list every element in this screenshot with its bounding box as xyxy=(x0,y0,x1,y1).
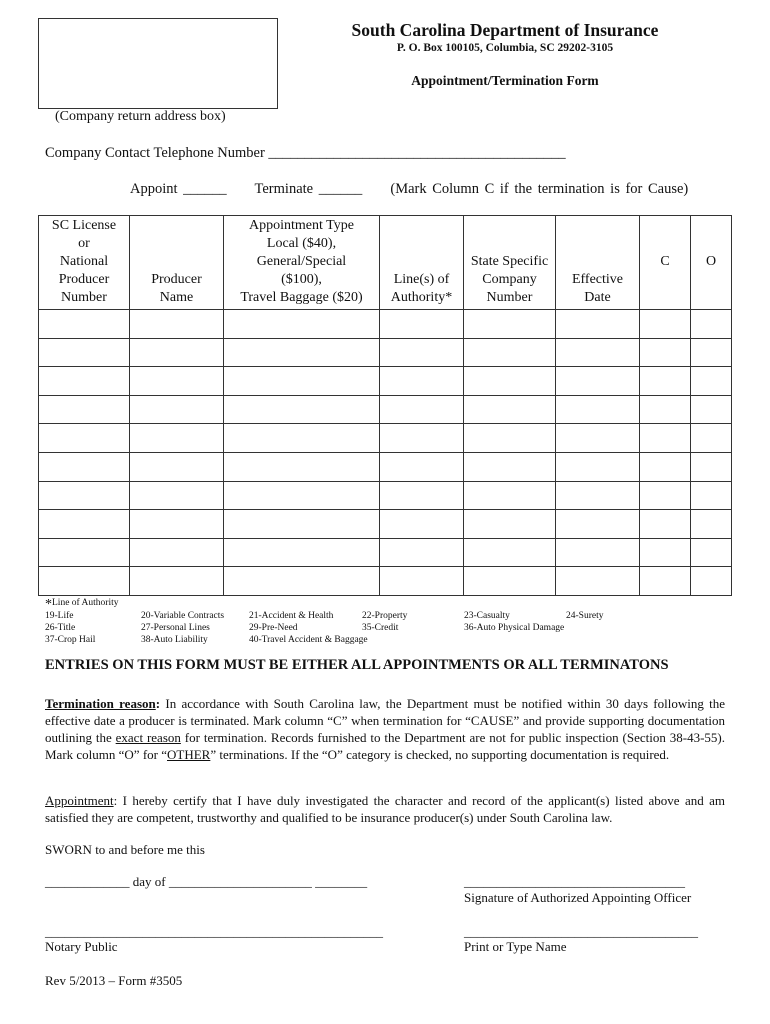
table-cell-cause[interactable] xyxy=(640,452,691,481)
action-line xyxy=(130,181,688,198)
legend-entry: 36-Auto Physical Damage xyxy=(464,623,565,633)
table-row xyxy=(39,452,732,481)
termination-label: Termination reason xyxy=(45,696,156,711)
department-address: P. O. Box 100105, Columbia, SC 29202-3105 xyxy=(396,42,614,54)
table-cell-company-number[interactable] xyxy=(464,424,556,453)
legend-entry: 20-Variable Contracts xyxy=(141,611,225,621)
table-cell-effective-date[interactable] xyxy=(556,567,640,596)
appointment-paragraph: Appointment: I hereby certify that I have duly investigated the character and record of the applicant(s) listed above and am satisfied they are competent, trustworthy and qualified to be insurance producer(s) under South Carolina law. xyxy=(45,793,725,825)
table-cell-other[interactable] xyxy=(691,538,732,567)
table-cell-other[interactable] xyxy=(691,481,732,510)
notary-field[interactable]: ____________________________________________________ xyxy=(45,924,383,939)
table-cell-lines-of-authority[interactable] xyxy=(380,567,464,596)
signature-label: Signature of Authorized Appointing Officer xyxy=(464,890,692,905)
column-header-effective-date: Effective Date xyxy=(556,216,640,310)
other-text: OTHER xyxy=(167,747,211,762)
revision-label: Rev 5/2013 – Form #3505 xyxy=(45,973,183,988)
table-row xyxy=(39,310,732,339)
table-cell-appointment-type[interactable] xyxy=(224,510,380,539)
table-cell-company-number[interactable] xyxy=(464,538,556,567)
signature-field[interactable]: __________________________________ xyxy=(464,874,685,889)
producer-table xyxy=(38,215,732,596)
terminate-field[interactable]: Terminate ______ xyxy=(254,181,363,197)
termination-paragraph: Termination reason: In accordance with South Carolina law, the Department must be notified within 30 days following the effective date a producer is terminated. Mark column “C” when termination for “CAUSE” and provide supporting documentation outlining the exact reason for termination. Records furnished to the Department are not for public inspection (Section 38-43-55). Mark column “O” for “OTHER” terminations. If the “O” category is checked, no supporting documentation is required. xyxy=(45,696,725,762)
table-cell-lines-of-authority[interactable] xyxy=(380,338,464,367)
table-row xyxy=(39,367,732,396)
table-cell-other[interactable] xyxy=(691,367,732,396)
table-cell-company-number[interactable] xyxy=(464,481,556,510)
print-name-label: Print or Type Name xyxy=(464,939,567,954)
table-cell-effective-date[interactable] xyxy=(556,310,640,339)
table-cell-company-number[interactable] xyxy=(464,338,556,367)
table-cell-appointment-type[interactable] xyxy=(224,452,380,481)
table-cell-effective-date[interactable] xyxy=(556,538,640,567)
legend-entry: 38-Auto Liability xyxy=(141,635,208,645)
table-cell-producer-name[interactable] xyxy=(130,395,224,424)
appointment-label: Appointment xyxy=(45,793,114,808)
return-address-caption: (Company return address box) xyxy=(55,109,226,124)
sworn-text: SWORN to and before me this xyxy=(45,842,205,857)
table-cell-company-number[interactable] xyxy=(464,310,556,339)
table-cell-lines-of-authority[interactable] xyxy=(380,452,464,481)
notary-label: Notary Public xyxy=(45,939,118,954)
table-cell-cause[interactable] xyxy=(640,338,691,367)
table-cell-producer-name[interactable] xyxy=(130,481,224,510)
table-cell-lines-of-authority[interactable] xyxy=(380,538,464,567)
legend-entry: 37-Crop Hail xyxy=(45,635,96,645)
table-body xyxy=(39,310,732,596)
table-cell-lines-of-authority[interactable] xyxy=(380,481,464,510)
legend-entry: 22-Property xyxy=(362,611,408,621)
table-cell-lines-of-authority[interactable] xyxy=(380,395,464,424)
table-cell-license-number[interactable] xyxy=(39,510,130,539)
table-cell-cause[interactable] xyxy=(640,367,691,396)
table-cell-producer-name[interactable] xyxy=(130,367,224,396)
table-cell-lines-of-authority[interactable] xyxy=(380,367,464,396)
table-cell-effective-date[interactable] xyxy=(556,338,640,367)
table-row xyxy=(39,538,732,567)
table-cell-other[interactable] xyxy=(691,510,732,539)
table-cell-producer-name[interactable] xyxy=(130,567,224,596)
legend-entry: 19-Life xyxy=(45,611,74,621)
company-return-address-box[interactable] xyxy=(38,18,278,109)
table-cell-appointment-type[interactable] xyxy=(224,424,380,453)
column-header-license-number: SC License or National Producer Number xyxy=(39,216,130,310)
cause-note: (Mark Column C if the termination is for Cause) xyxy=(390,181,689,197)
table-cell-cause[interactable] xyxy=(640,395,691,424)
table-cell-appointment-type[interactable] xyxy=(224,481,380,510)
entries-notice: ENTRIES ON THIS FORM MUST BE EITHER ALL APPOINTMENTS OR ALL TERMINATONS xyxy=(45,657,669,673)
form-title: Appointment/Termination Form xyxy=(411,73,599,88)
legend-title: *Line of Authority xyxy=(45,597,119,612)
table-row xyxy=(39,510,732,539)
legend-entry: 23-Casualty xyxy=(464,611,510,621)
legend-asterisk: * xyxy=(45,597,52,612)
table-header-row xyxy=(39,216,732,310)
table-cell-license-number[interactable] xyxy=(39,395,130,424)
table-cell-license-number[interactable] xyxy=(39,452,130,481)
column-header-cause: C xyxy=(640,216,691,310)
table-cell-other[interactable] xyxy=(691,310,732,339)
legend-entry: 24-Surety xyxy=(566,611,604,621)
table-cell-cause[interactable] xyxy=(640,567,691,596)
department-title: South Carolina Department of Insurance xyxy=(351,20,659,40)
table-cell-other[interactable] xyxy=(691,452,732,481)
column-header-lines-of-authority: Line(s) of Authority* xyxy=(380,216,464,310)
table-cell-appointment-type[interactable] xyxy=(224,310,380,339)
table-cell-license-number[interactable] xyxy=(39,367,130,396)
table-cell-appointment-type[interactable] xyxy=(224,395,380,424)
legend-entry: 21-Accident & Health xyxy=(249,611,334,621)
table-cell-company-number[interactable] xyxy=(464,367,556,396)
table-cell-license-number[interactable] xyxy=(39,538,130,567)
table-cell-appointment-type[interactable] xyxy=(224,538,380,567)
legend-entry: 27-Personal Lines xyxy=(141,623,210,633)
table-cell-other[interactable] xyxy=(691,395,732,424)
table-cell-producer-name[interactable] xyxy=(130,510,224,539)
legend-entry: 40-Travel Accident & Baggage xyxy=(249,635,368,645)
table-cell-company-number[interactable] xyxy=(464,510,556,539)
table-row xyxy=(39,338,732,367)
table-row xyxy=(39,395,732,424)
table-cell-company-number[interactable] xyxy=(464,395,556,424)
table-cell-cause[interactable] xyxy=(640,510,691,539)
table-cell-appointment-type[interactable] xyxy=(224,567,380,596)
table-row xyxy=(39,424,732,453)
legend-entry: 26-Title xyxy=(45,623,76,633)
table-cell-effective-date[interactable] xyxy=(556,481,640,510)
table-cell-license-number[interactable] xyxy=(39,310,130,339)
table-row xyxy=(39,567,732,596)
table-cell-license-number[interactable] xyxy=(39,338,130,367)
exact-reason-text: exact reason xyxy=(115,730,181,745)
table-cell-cause[interactable] xyxy=(640,481,691,510)
appoint-field[interactable]: Appoint ______ xyxy=(130,181,227,197)
column-header-producer-name: Producer Name xyxy=(130,216,224,310)
table-cell-effective-date[interactable] xyxy=(556,510,640,539)
table-cell-company-number[interactable] xyxy=(464,452,556,481)
table-cell-other[interactable] xyxy=(691,424,732,453)
table-cell-company-number[interactable] xyxy=(464,567,556,596)
column-header-company-number: State Specific Company Number xyxy=(464,216,556,310)
legend-entry: 29-Pre-Need xyxy=(249,623,298,633)
table-row xyxy=(39,481,732,510)
table-cell-producer-name[interactable] xyxy=(130,424,224,453)
table-cell-license-number[interactable] xyxy=(39,481,130,510)
table-cell-appointment-type[interactable] xyxy=(224,338,380,367)
table-cell-effective-date[interactable] xyxy=(556,395,640,424)
table-cell-effective-date[interactable] xyxy=(556,452,640,481)
table-cell-lines-of-authority[interactable] xyxy=(380,310,464,339)
table-cell-lines-of-authority[interactable] xyxy=(380,510,464,539)
table-cell-lines-of-authority[interactable] xyxy=(380,424,464,453)
table-cell-producer-name[interactable] xyxy=(130,310,224,339)
table-cell-cause[interactable] xyxy=(640,310,691,339)
column-header-appointment-type: Appointment Type Local ($40), General/Special ($100), Travel Baggage ($20) xyxy=(224,216,380,310)
print-name-field[interactable]: ____________________________________ xyxy=(464,924,698,939)
table-cell-effective-date[interactable] xyxy=(556,424,640,453)
legend-entry: 35-Credit xyxy=(362,623,399,633)
contact-telephone-field[interactable]: Company Contact Telephone Number _________________________________________ xyxy=(45,145,566,161)
table-cell-effective-date[interactable] xyxy=(556,367,640,396)
sworn-date-field[interactable]: _____________ day of ______________________ ________ xyxy=(45,874,368,889)
table-cell-producer-name[interactable] xyxy=(130,338,224,367)
column-header-other: O xyxy=(691,216,732,310)
table-cell-license-number[interactable] xyxy=(39,567,130,596)
table-cell-appointment-type[interactable] xyxy=(224,367,380,396)
table-cell-license-number[interactable] xyxy=(39,424,130,453)
table-cell-producer-name[interactable] xyxy=(130,452,224,481)
table-cell-other[interactable] xyxy=(691,567,732,596)
table-cell-cause[interactable] xyxy=(640,424,691,453)
table-cell-other[interactable] xyxy=(691,338,732,367)
table-cell-cause[interactable] xyxy=(640,538,691,567)
table-cell-producer-name[interactable] xyxy=(130,538,224,567)
